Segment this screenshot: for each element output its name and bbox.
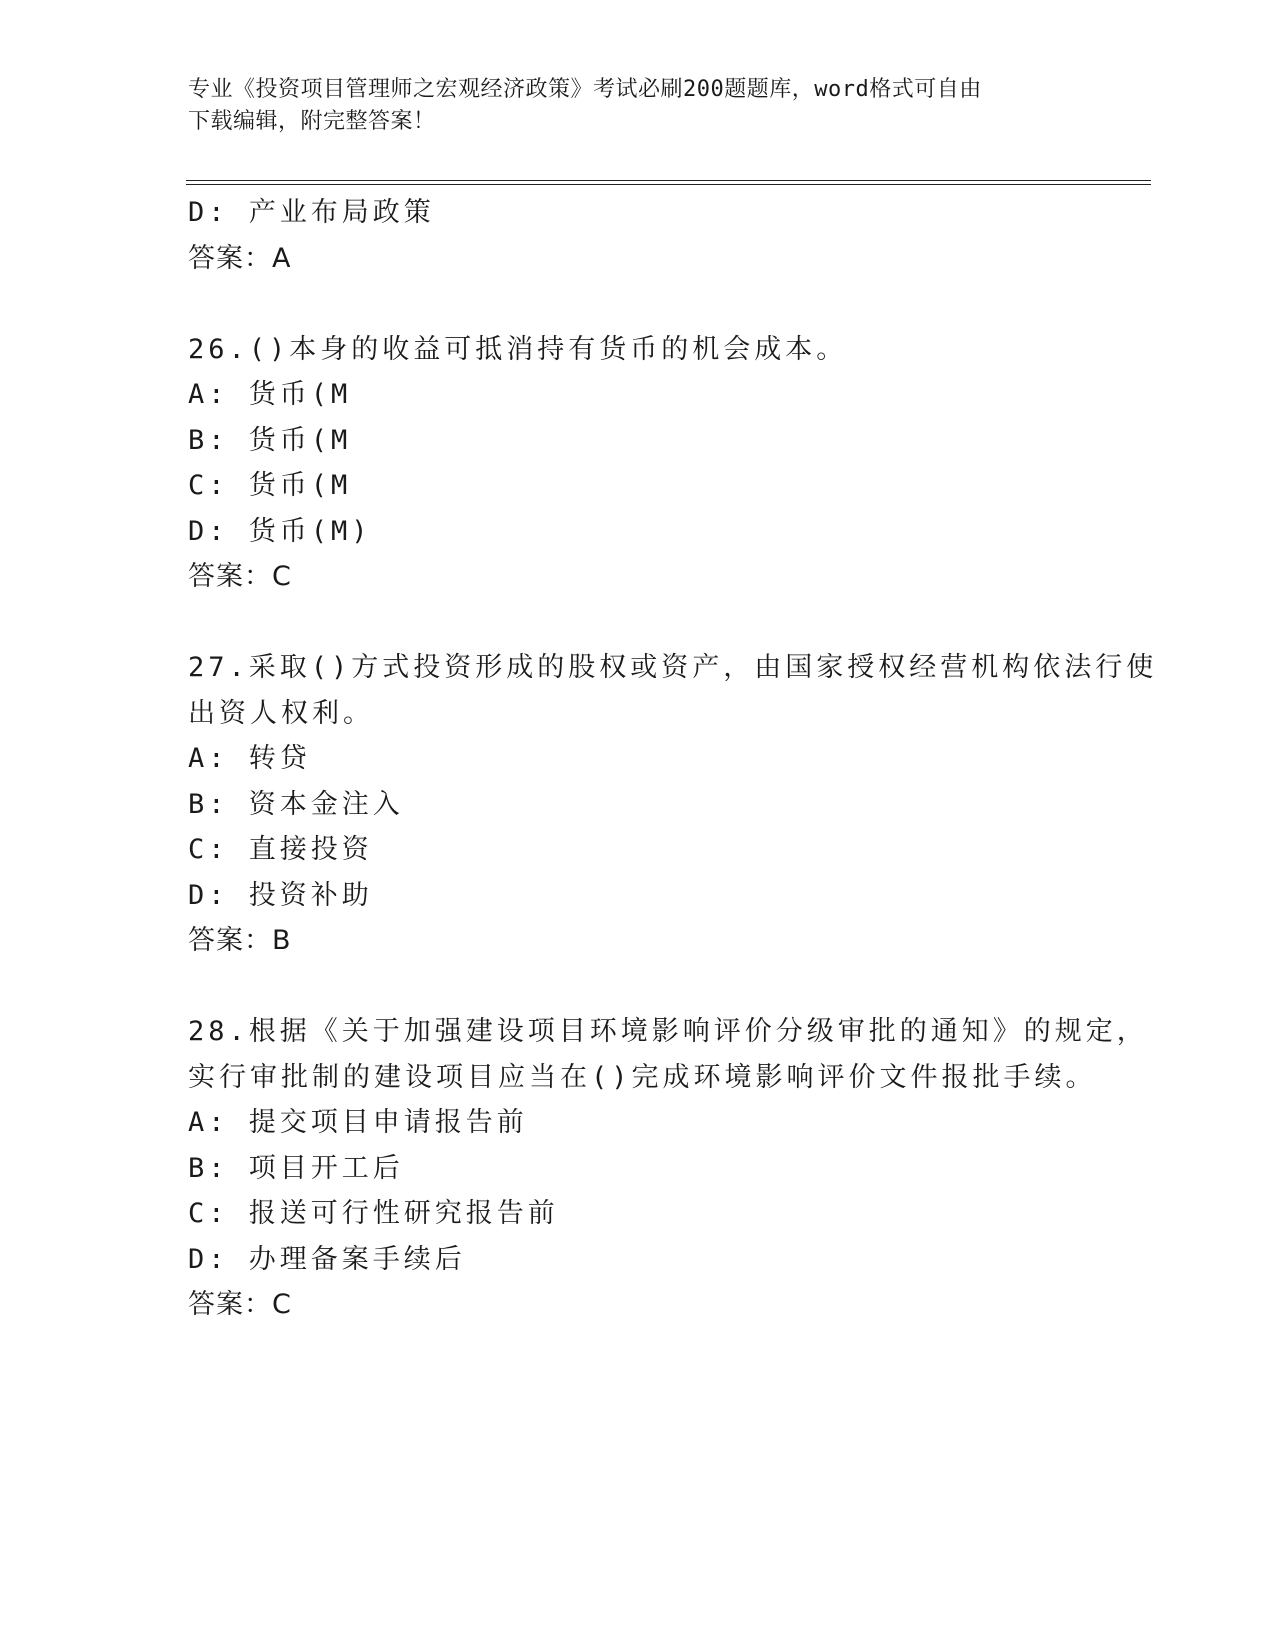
question-27: [188, 645, 1158, 964]
question-gap: [188, 281, 1088, 327]
option-c: C: 货币(M: [188, 470, 352, 501]
prev-answer: 答案：A: [188, 242, 292, 274]
option-d: D: 投资补助: [188, 879, 373, 911]
question-28: [188, 1009, 1148, 1328]
question-stem: 27.采取()方式投资形成的股权或资产，由国家授权经营机构依法行使: [188, 652, 1158, 683]
option-a: A: 提交项目申请报告前: [188, 1107, 528, 1138]
question-26: [188, 327, 1088, 600]
option-a: A: 货币(M: [188, 379, 352, 410]
question-gap: [188, 964, 1088, 1010]
header-line-2: 下载编辑，附完整答案！: [188, 109, 436, 134]
option-d: D: 办理备案手续后: [188, 1243, 466, 1275]
option-a: A: 转贷: [188, 743, 311, 774]
option-d: D: 货币(M): [188, 515, 372, 547]
header-rule-bottom: [186, 184, 1151, 185]
answer: 答案：C: [188, 1289, 292, 1320]
question-stem-cont: 实行审批制的建设项目应当在()完成环境影响评价文件报批手续。: [188, 1061, 1097, 1093]
option-c: C: 报送可行性研究报告前: [188, 1198, 559, 1229]
answer: 答案：B: [188, 925, 292, 956]
header-line-1: 专业《投资项目管理师之宏观经济政策》考试必刷200题题库，word格式可自由: [188, 77, 982, 102]
question-stem: 26.()本身的收益可抵消持有货币的机会成本。: [188, 333, 848, 365]
option-b: B: 货币(M: [188, 424, 352, 456]
question-gap: [188, 600, 1088, 646]
question-stem-cont: 出资人权利。: [188, 697, 374, 729]
option-b: B: 资本金注入: [188, 788, 404, 820]
prev-option-d: D: 产业布局政策: [188, 197, 435, 228]
question-content: [188, 190, 1158, 1328]
option-c: C: 直接投资: [188, 834, 373, 865]
document-header: [188, 74, 1088, 138]
question-stem: 28.根据《关于加强建设项目环境影响评价分级审批的通知》的规定，: [188, 1016, 1148, 1047]
header-rule-top: [186, 180, 1151, 181]
answer: 答案：C: [188, 561, 292, 592]
option-b: B: 项目开工后: [188, 1152, 404, 1184]
